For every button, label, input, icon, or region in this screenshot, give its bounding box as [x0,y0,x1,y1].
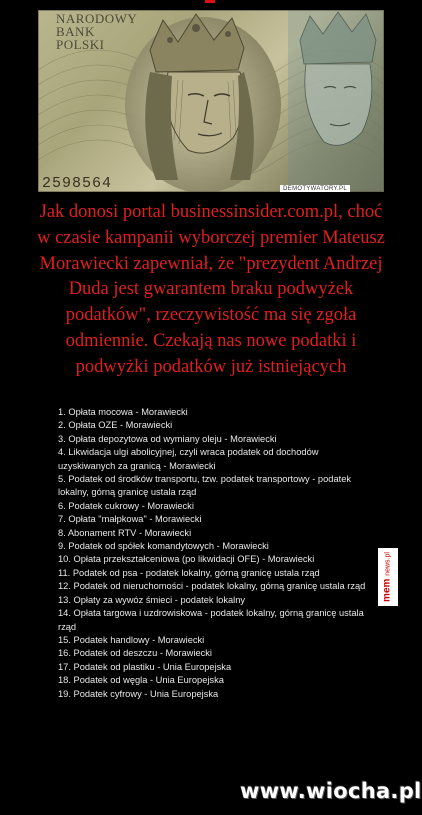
tax-list-item: 10. Opłata przekształceniowa (po likwidacji OFE) - Morawiecki [58,554,315,565]
tax-list-item: 7. Opłata "małpkowa" - Morawiecki [58,514,202,525]
memnews-logo-sub: news.pl [384,552,392,576]
tax-list-item: 4. Likwidacja ulgi abolicyjnej, czyli wraca podatek od dochodów uzyskiwanych za granicą - Morawiecki [58,447,319,471]
headline-text: Jak donosi portal businessinsider.com.pl, choć w czasie kampanii wyborczej premier Mateusz Morawiecki zapewniał, że "prezydent Andrzej Duda jest gwarantem braku podwyżek podatków", rzeczywistość ma się zgoła odmiennie. Czekają nas nowe podatki i podwyżki podatków już istniejących [37,202,385,377]
banknote-image [38,10,384,192]
tax-list-item: 9. Podatek od spółek komandytowych - Morawiecki [58,541,269,552]
tax-list-item: 11. Podatek od psa - podatek lokalny, górną granicę ustala rząd [58,567,320,578]
tax-list-item: 8. Abonament RTV - Morawiecki [58,527,192,538]
tax-list-item: 1. Opłata mocowa - Morawiecki [58,407,188,417]
memnews-logo [378,548,398,606]
tax-list-item: 14. Opłata targowa i uzdrowiskowa - podatek lokalny, górną granicę ustala rząd [58,608,364,632]
top-red-mark [205,0,215,3]
tax-list [58,406,370,701]
banknote-bank-text: NARODOWY BANK POLSKI [56,11,138,52]
tax-list-item: 16. Podatek od deszczu - Morawiecki [58,648,212,659]
banknote-serial: 2598564 [42,175,113,192]
tax-list-item: 12. Podatek od nieruchomości - podatek lokalny, górną granicę ustala rząd [58,581,366,592]
wiocha-watermark: www.wiocha.pl [240,779,422,803]
tax-list-item: 19. Podatek cyfrowy - Unia Europejska [58,688,219,699]
source-badge: DEMOTYWATORY.PL [280,185,350,192]
tax-list-item: 2. Opłata OZE - Morawiecki [58,420,173,431]
tax-list-item: 13. Opłaty za wywóz śmieci - podatek lokalny [58,594,246,605]
tax-list-item: 15. Podatek handlowy - Morawiecki [58,634,205,645]
tax-list-item: 5. Podatek od środków transportu, tzw. podatek transportowy - podatek lokalny, górną granicę ustala rząd [58,474,352,498]
memnews-logo-main: mem [381,578,393,602]
tax-list-item: 18. Podatek od węgla - Unia Europejska [58,675,224,686]
tax-list-item: 3. Opłata depozytowa od wymiany oleju - Morawiecki [58,433,277,444]
tax-list-item: 17. Podatek od plastiku - Unia Europejska [58,661,232,672]
watermark-portrait [288,10,384,192]
king-portrait [125,14,281,192]
tax-list-item: 6. Podatek cukrowy - Morawiecki [58,500,194,511]
